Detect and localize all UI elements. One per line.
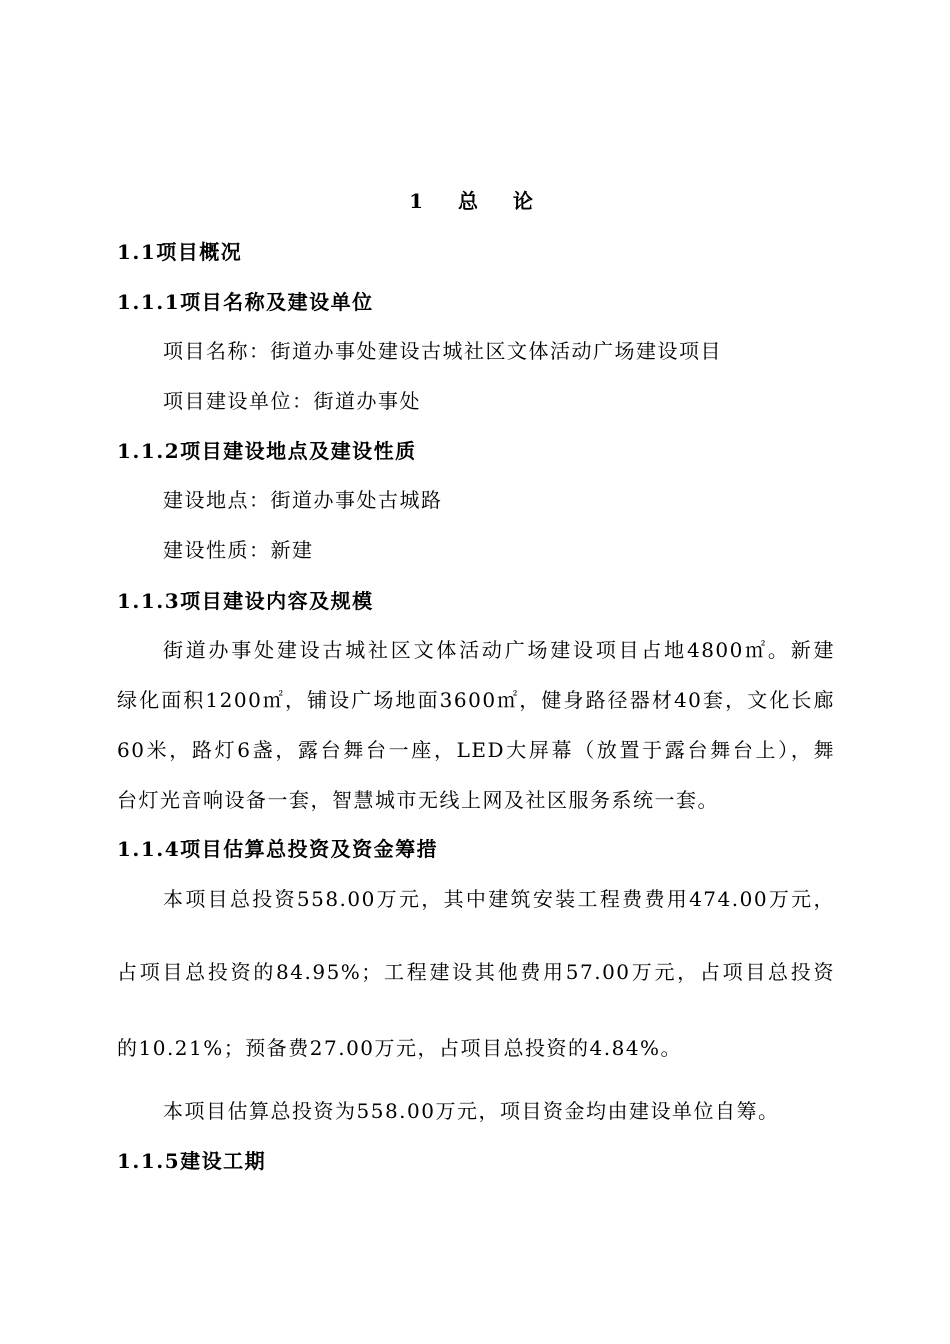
nature-line: 建设性质：新建 xyxy=(163,538,314,562)
project-builder-line: 项目建设单位：街道办事处 xyxy=(163,389,421,413)
investment-paragraph-line: 的10.21%；预备费27.00万元，占项目总投资的4.84%。 xyxy=(117,1036,683,1060)
scope-paragraph-line: 60米，路灯6盏，露台舞台一座，LED大屏幕（放置于露台舞台上），舞 xyxy=(117,738,835,762)
scope-paragraph-line: 街道办事处建设古城社区文体活动广场建设项目占地4800㎡。新建 xyxy=(163,638,835,662)
section-heading-1-1-1: 1.1.1项目名称及建设单位 xyxy=(117,290,374,314)
chapter-title: 1 总 论 xyxy=(409,189,547,213)
scope-paragraph-line: 绿化面积1200㎡，铺设广场地面3600㎡，健身路径器材40套，文化长廊 xyxy=(117,688,835,712)
section-heading-1-1-2: 1.1.2项目建设地点及建设性质 xyxy=(117,439,417,463)
investment-paragraph-line: 占项目总投资的84.95%；工程建设其他费用57.00万元，占项目总投资 xyxy=(117,960,835,984)
section-heading-1-1-3: 1.1.3项目建设内容及规模 xyxy=(117,589,374,613)
investment-paragraph-line: 本项目总投资558.00万元，其中建筑安装工程费费用474.00万元， xyxy=(163,887,835,911)
section-heading-1-1-4: 1.1.4项目估算总投资及资金筹措 xyxy=(117,837,439,861)
investment-summary-line: 本项目估算总投资为558.00万元，项目资金均由建设单位自筹。 xyxy=(163,1099,780,1123)
project-name-line: 项目名称：街道办事处建设古城社区文体活动广场建设项目 xyxy=(163,339,722,363)
section-heading-1-1-5: 1.1.5建设工期 xyxy=(117,1149,267,1173)
location-line: 建设地点：街道办事处古城路 xyxy=(163,488,443,512)
scope-paragraph-line: 台灯光音响设备一套，智慧城市无线上网及社区服务系统一套。 xyxy=(117,788,719,812)
section-heading-1-1: 1.1项目概况 xyxy=(117,240,243,264)
